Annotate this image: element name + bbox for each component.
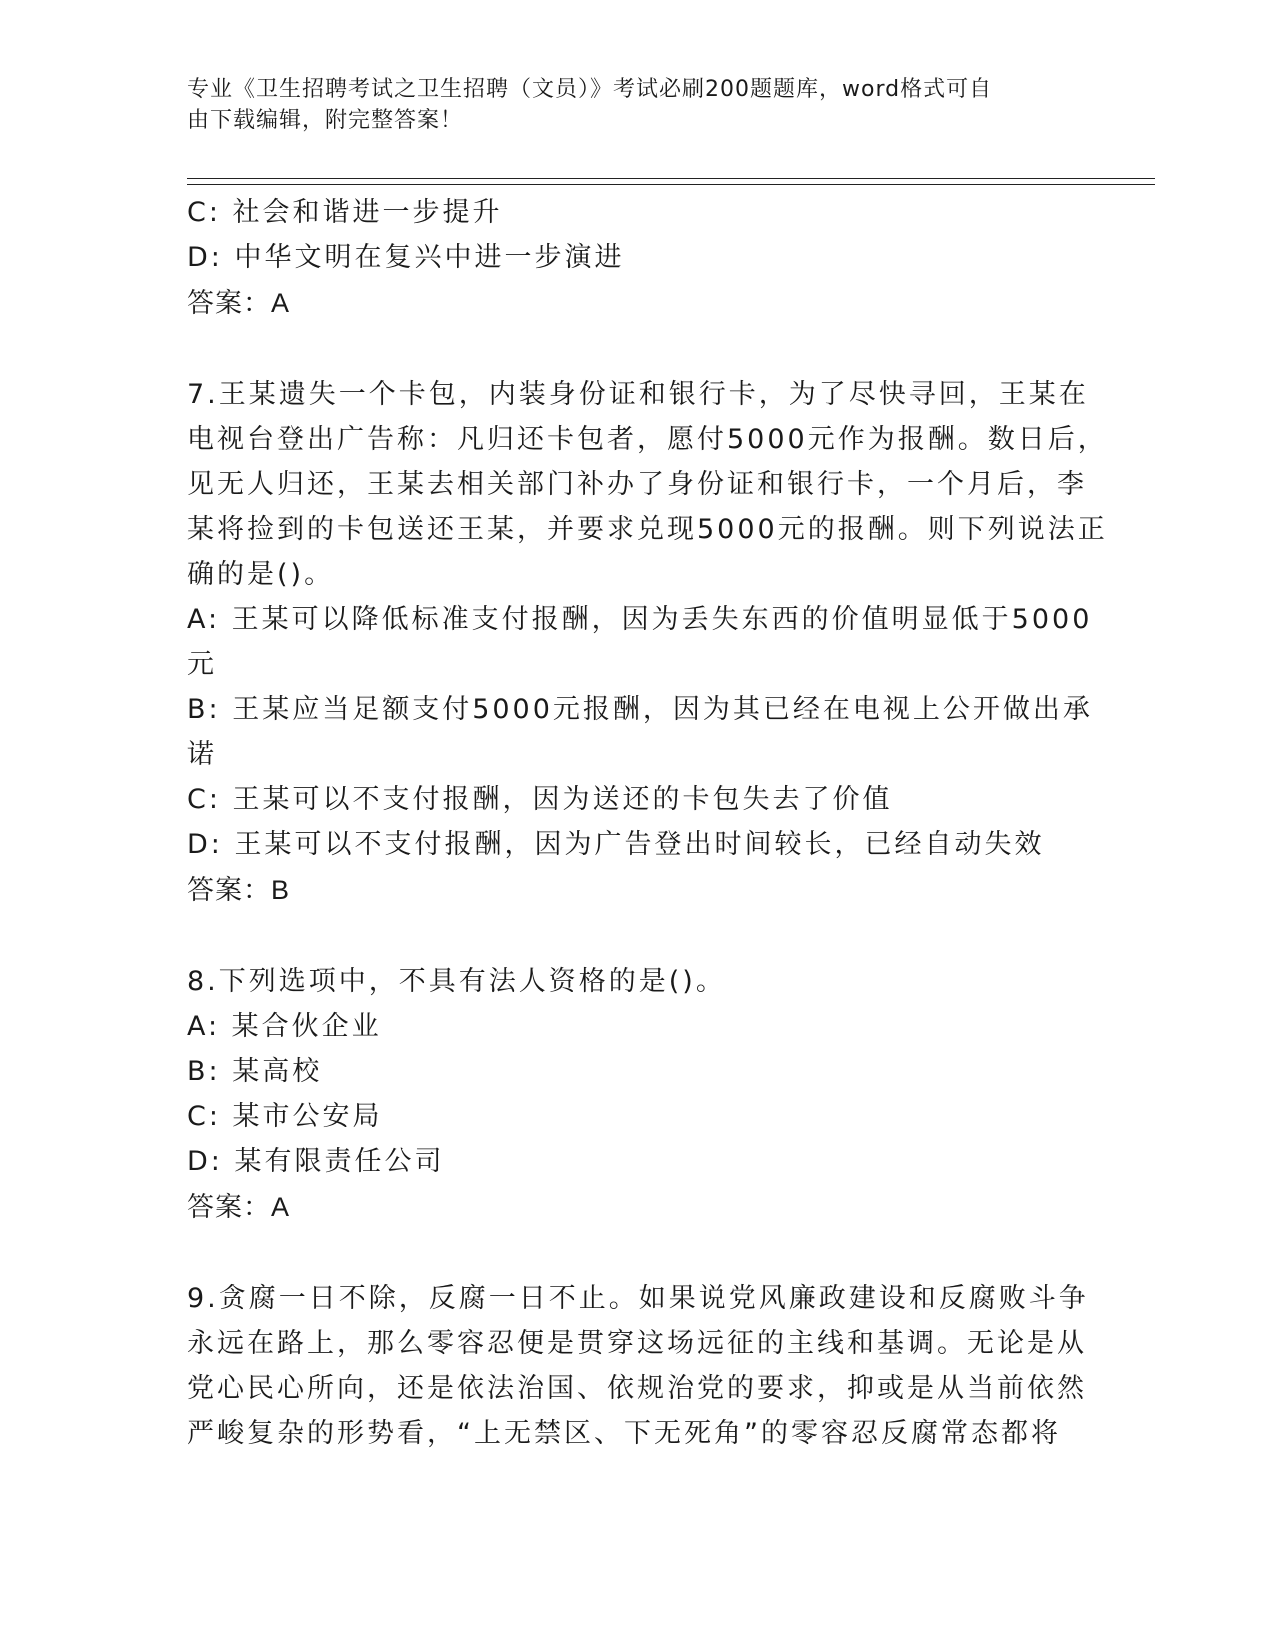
spacer (187, 327, 1087, 372)
q9-stem-line: 永远在路上，那么零容忍便是贯穿这场远征的主线和基调。无论是从 (187, 1328, 1087, 1359)
q7-option-b-cont: 诺 (187, 739, 217, 770)
question-9 (187, 1276, 1087, 1456)
q8-option-a: A: 某合伙企业 (187, 1011, 382, 1042)
q7-option-c: C: 王某可以不支付报酬，因为送还的卡包失去了价值 (187, 784, 893, 815)
header-title-line-1: 专业《卫生招聘考试之卫生招聘（文员）》考试必刷200题题库，word格式可自 (187, 77, 993, 102)
q9-stem-line: 严峻复杂的形势看，“上无禁区、下无死角”的零容忍反腐常态都将 (187, 1418, 1061, 1449)
spacer (187, 914, 1087, 959)
q6-option-c: C: 社会和谐进一步提升 (187, 197, 503, 228)
q9-stem-line: 党心民心所向，还是依法治国、依规治党的要求，抑或是从当前依然 (187, 1373, 1087, 1404)
q9-stem-line: 9.贪腐一日不除，反腐一日不止。如果说党风廉政建设和反腐败斗争 (187, 1283, 1089, 1314)
q8-stem: 8.下列选项中，不具有法人资格的是()。 (187, 966, 726, 997)
q8-option-c: C: 某市公安局 (187, 1101, 383, 1132)
page-header (187, 74, 1067, 136)
q7-stem-line: 7.王某遗失一个卡包，内装身份证和银行卡，为了尽快寻回，王某在 (187, 379, 1089, 410)
question-6-tail (187, 190, 1087, 327)
q7-option-d: D: 王某可以不支付报酬，因为广告登出时间较长，已经自动失效 (187, 829, 1045, 860)
q7-option-a: A: 王某可以降低标准支付报酬，因为丢失东西的价值明显低于5000 (187, 604, 1093, 635)
q6-option-d: D: 中华文明在复兴中进一步演进 (187, 242, 625, 273)
q7-option-a-cont: 元 (187, 649, 217, 680)
q6-answer: 答案：A (187, 288, 291, 318)
spacer (187, 1231, 1087, 1276)
q8-option-d: D: 某有限责任公司 (187, 1146, 445, 1177)
q7-stem-line: 见无人归还，王某去相关部门补办了身份证和银行卡，一个月后，李 (187, 469, 1087, 500)
q7-answer: 答案：B (187, 875, 291, 905)
header-divider (187, 178, 1155, 185)
q7-stem-line: 电视台登出广告称：凡归还卡包者，愿付5000元作为报酬。数日后， (187, 424, 1108, 455)
q7-stem-line: 某将捡到的卡包送还王某，并要求兑现5000元的报酬。则下列说法正 (187, 514, 1108, 545)
header-title-line-2: 由下载编辑，附完整答案！ (187, 108, 464, 133)
question-7 (187, 372, 1108, 914)
q8-option-b: B: 某高校 (187, 1056, 323, 1087)
question-8 (187, 959, 1087, 1231)
document-body (187, 190, 1108, 1456)
q7-option-b: B: 王某应当足额支付5000元报酬，因为其已经在电视上公开做出承 (187, 694, 1093, 725)
q8-answer: 答案：A (187, 1192, 291, 1222)
q7-stem-line: 确的是()。 (187, 559, 335, 590)
